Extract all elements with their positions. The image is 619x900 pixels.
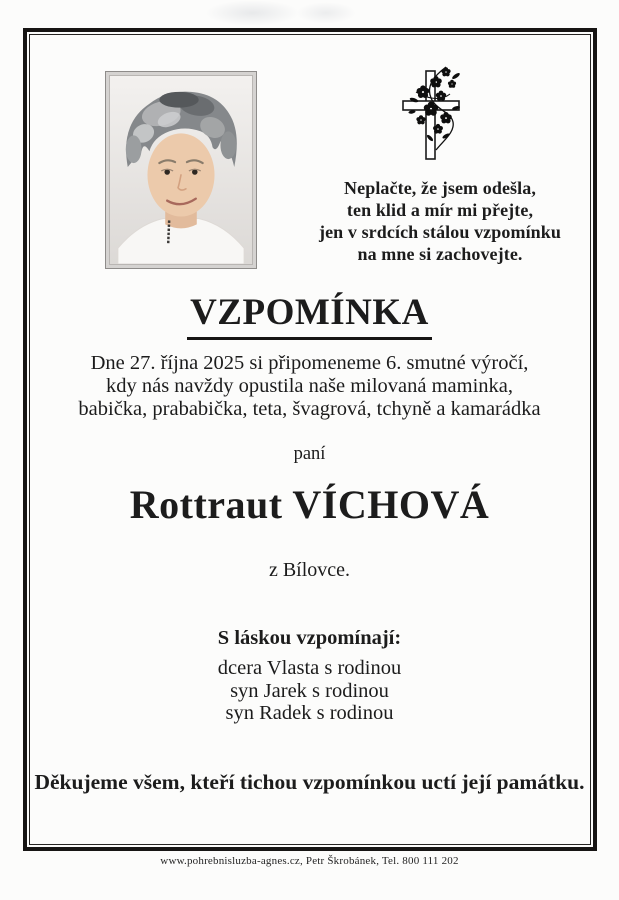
mourner-line: dcera Vlasta s rodinou	[217, 657, 402, 679]
origin-line: z Bílovce.	[268, 559, 351, 581]
deceased-portrait-photo	[105, 71, 257, 269]
title-row	[0, 291, 619, 340]
portrait-illustration	[109, 75, 253, 265]
announcement-line: kdy nás navždy opustila naše milovaná maminka,	[105, 375, 514, 397]
cross-with-roses-icon	[396, 62, 470, 166]
closing-line: Děkujeme všem, kteří tichou vzpomínkou uctí její památku.	[34, 770, 585, 794]
memorial-poem	[308, 177, 572, 265]
footer-contact: www.pohrebnisluzba-agnes.cz, Petr Škrobánek, Tel. 800 111 202	[160, 855, 459, 867]
scan-smudge	[296, 2, 356, 24]
honorific: paní	[293, 444, 326, 464]
deceased-name: Rottraut VÍCHOVÁ	[129, 482, 490, 527]
mourners-heading: S láskou vzpomínají:	[217, 627, 402, 649]
page-title: VZPOMÍNKA	[187, 291, 432, 340]
mourner-line: syn Jarek s rodinou	[230, 679, 389, 702]
poem-line: Neplačte, že jsem odešla,	[344, 178, 536, 198]
poem-line: ten klid a mír mi přejte,	[346, 200, 534, 220]
poem-line: jen v srdcích stálou vzpomínku	[318, 222, 562, 242]
cross-with-roses-graphic	[396, 62, 470, 166]
scan-smudge	[205, 0, 300, 26]
announcement-line: Dne 27. října 2025 si připomeneme 6. smutné výročí,	[90, 352, 529, 374]
announcement-paragraph	[0, 352, 619, 421]
poem-line: na mne si zachovejte.	[357, 244, 523, 264]
mourner-line: syn Radek s rodinou	[225, 702, 394, 724]
mourners-list	[0, 657, 619, 725]
announcement-line: babička, prababička, teta, švagrová, tchyně a kamarádka	[78, 398, 541, 420]
